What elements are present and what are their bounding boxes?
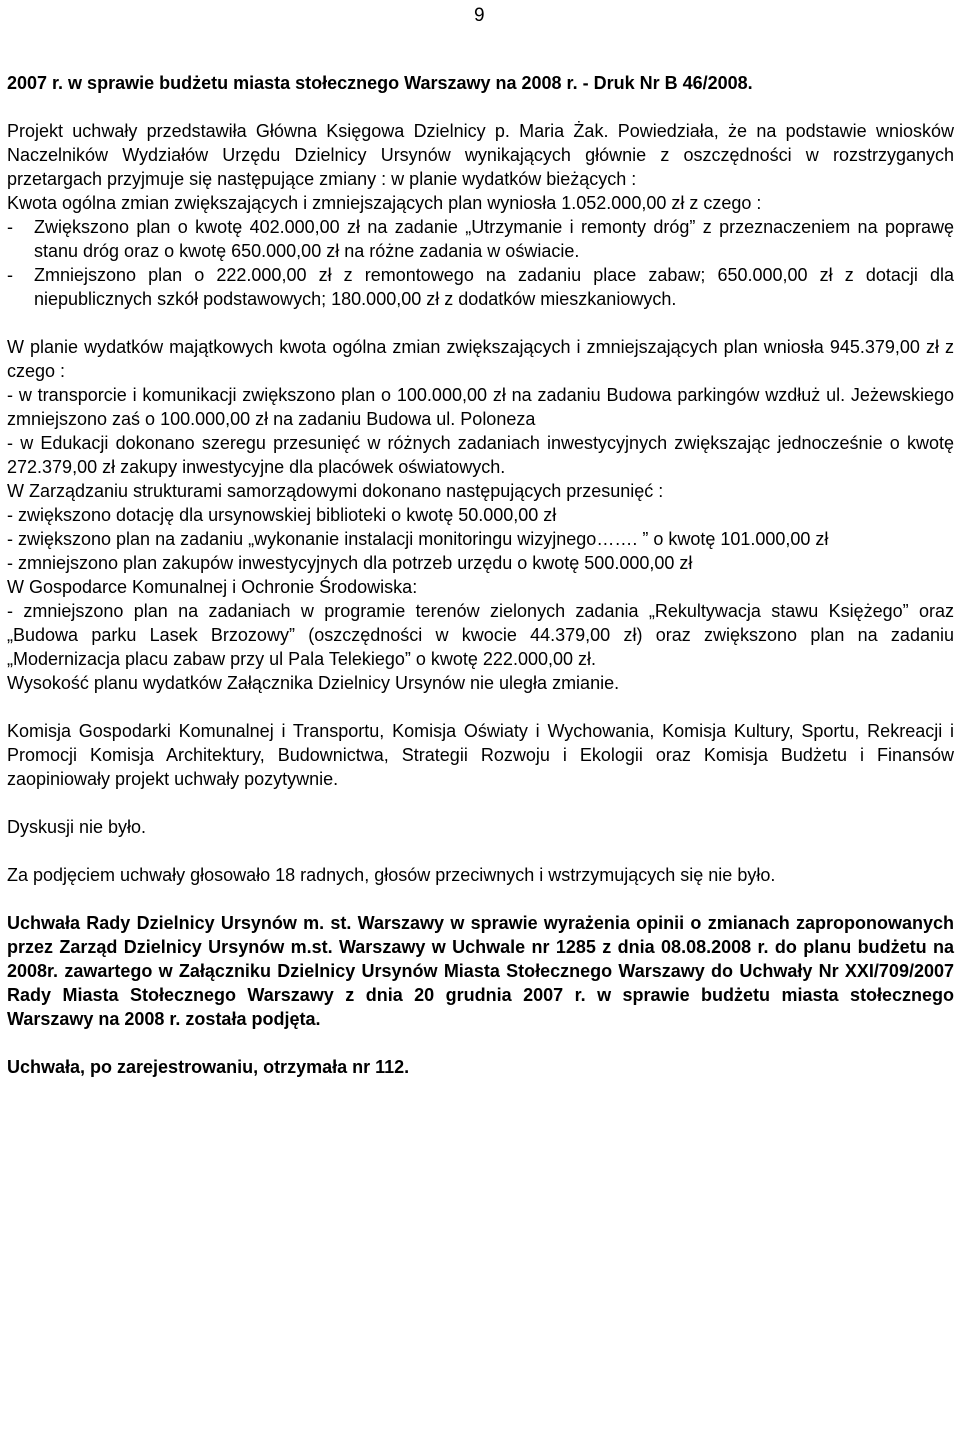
paragraph-vote-result: Za podjęciem uchwały głosowało 18 radnych, głosów przeciwnych i wstrzymujących się nie było. [7,865,776,885]
paragraph-committees-opinion: Komisja Gospodarki Komunalnej i Transportu, Komisja Oświaty i Wychowania, Komisja Kultury, Sportu, Rekreacji i Promocji Komisja Architektury, Budownictwa, Strategii Rozwoju i Ekologii oraz Komisja Budżetu i Finansów zaopiniowały projekt uchwały pozytywnie. [7,721,954,789]
list-item-text: Zwiększono plan o kwotę 402.000,00 zł na zadanie „Utrzymanie i remonty dróg” z przeznaczeniem na poprawę stanu dróg oraz o kwotę 650.000,00 zł na różne zadania w oświacie. [34,217,954,261]
paragraph-library: - zwiększono dotację dla ursynowskiej biblioteki o kwotę 50.000,00 zł [7,505,557,525]
spacer [7,95,954,119]
bullet-dash: - [7,265,13,285]
page-number: 9 [474,5,485,26]
bullet-dash: - [7,217,13,237]
spacer [7,791,954,815]
spacer [7,887,954,911]
paragraph-communal-economy: W Gospodarce Komunalnej i Ochronie Środowiska: [7,577,418,597]
paragraph-monitoring: - zwiększono plan na zadaniu „wykonanie instalacji monitoringu wizyjnego……. ” o kwotę 101.000,00 zł [7,529,829,549]
paragraph-resolution-adopted: Uchwała Rady Dzielnicy Ursynów m. st. Warszawy w sprawie wyrażenia opinii o zmianach zaproponowanych przez Zarząd Dzielnicy Ursynów m.st. Warszawy w Uchwale nr 1285 z dnia 08.08.2008 r. do planu budżetu na 2008r. zawartego w Załączniku Dzielnicy Ursynów Miasta Stołecznego Warszawy do Uchwały Nr XXI/709/2007 Rady Miasta Stołecznego Warszawy z dnia 20 grudnia 2007 r. w sprawie budżetu miasta stołecznego Warszawy na 2008 r. została podjęta. [7,913,954,1029]
spacer [7,695,954,719]
paragraph-transport: - w transporcie i komunikacji zwiększono plan o 100.000,00 zł na zadaniu Budowa parkingów wzdłuż ul. Jeżewskiego zmniejszono zaś o 100.000,00 zł na zadaniu Budowa ul. Poloneza [7,385,954,429]
list-item-text: Zmniejszono plan o 222.000,00 zł z remontowego na zadaniu place zabaw; 650.000,00 zł z dotacji dla niepublicznych szkół podstawowych; 180.000,00 zł z dodatków mieszkaniowych. [34,265,954,309]
paragraph-education: - w Edukacji dokonano szeregu przesunięć w różnych zadaniach inwestycyjnych zwiększając jednocześnie o kwotę 272.379,00 zł zakupy inwestycyjne dla placówek oświatowych. [7,433,954,477]
spacer [7,839,954,863]
spacer [7,311,954,335]
paragraph-office-purchases: - zmniejszono plan zakupów inwestycyjnych dla potrzeb urzędu o kwotę 500.000,00 zł [7,553,693,573]
paragraph-resolution-title-cont: 2007 r. w sprawie budżetu miasta stołecznego Warszawy na 2008 r. - Druk Nr B 46/2008. [7,73,753,93]
paragraph-resolution-number: Uchwała, po zarejestrowaniu, otrzymała nr 112. [7,1057,410,1077]
page-content [7,71,954,1079]
paragraph-green-areas: - zmniejszono plan na zadaniach w programie terenów zielonych zadania „Rekultywacja stawu Księżego” oraz „Budowa parku Lasek Brzozowy” (oszczędności w kwocie 44.379,00 zł) oraz zwiększono plan na zadaniu „Modernizacja placu zabaw przy ul Pala Telekiego” o kwotę 222.000,00 zł. [7,601,954,669]
spacer [7,1031,954,1055]
paragraph-capital-expenditure: W planie wydatków majątkowych kwota ogólna zmian zwiększających i zmniejszających plan wniosła 945.379,00 zł z czego : [7,337,954,381]
list-item-increase [7,215,954,263]
paragraph-management: W Zarządzaniu strukturami samorządowymi dokonano następujących przesunięć : [7,481,664,501]
list-item-decrease [7,263,954,311]
paragraph-attachment-unchanged: Wysokość planu wydatków Załącznika Dzielnicy Ursynów nie uległa zmianie. [7,673,620,693]
paragraph-total-changes: Kwota ogólna zmian zwiększających i zmniejszających plan wyniosła 1.052.000,00 zł z czego : [7,193,762,213]
paragraph-no-discussion: Dyskusji nie było. [7,817,147,837]
paragraph-project-presentation: Projekt uchwały przedstawiła Główna Księgowa Dzielnicy p. Maria Żak. Powiedziała, że na podstawie wniosków Naczelników Wydziałów Urzędu Dzielnicy Ursynów wynikających głównie z oszczędności w rozstrzyganych przetargach przyjmuje się następujące zmiany : w planie wydatków bieżących : [7,121,954,189]
